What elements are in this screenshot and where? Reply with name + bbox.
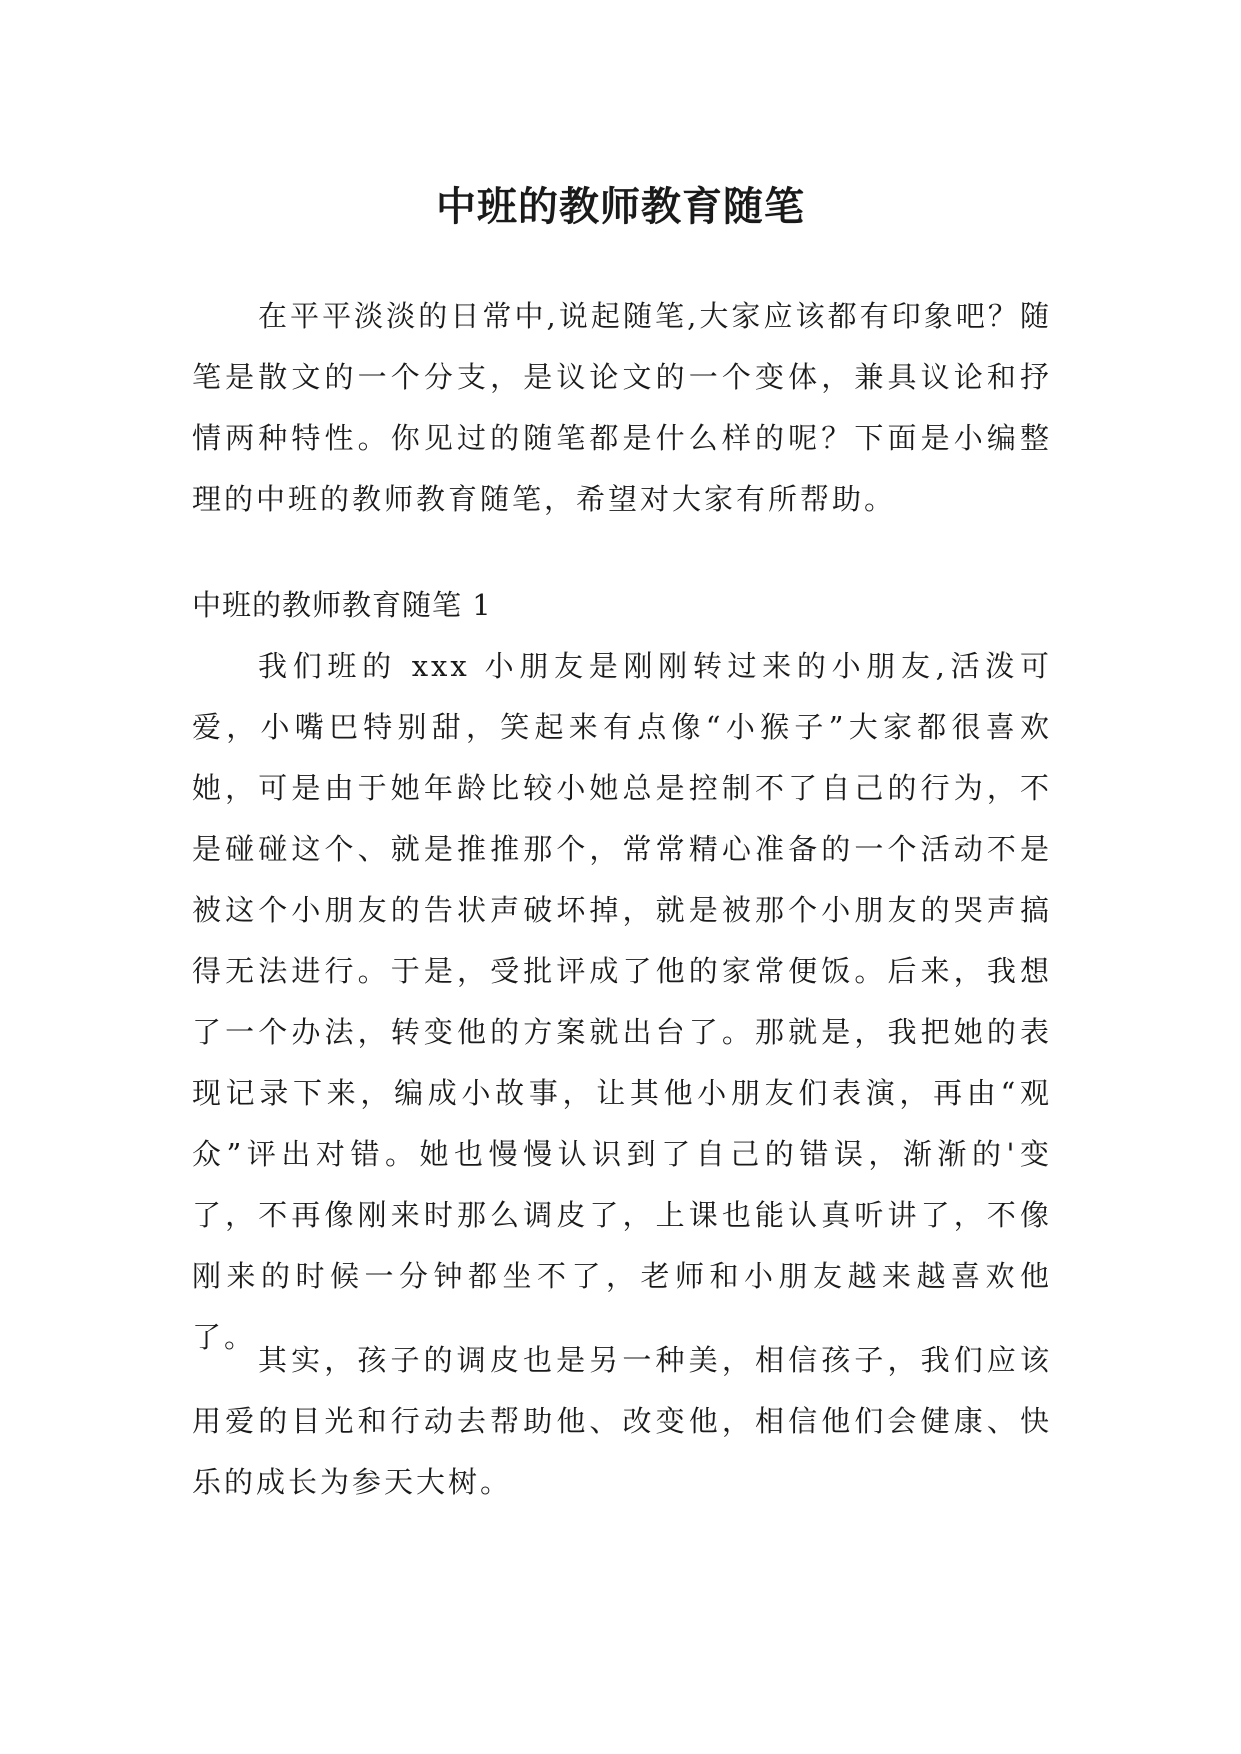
document-title: 中班的教师教育随笔	[436, 183, 805, 230]
intro-paragraph: 在平平淡淡的日常中,说起随笔,大家应该都有印象吧？随笔是散文的一个分支，是议论文的一个变体，兼具议论和抒情两种特性。你见过的随笔都是什么样的呢？下面是小编整理的中班的教师教育随笔，希望对大家有所帮助。	[192, 299, 1052, 516]
closing-paragraph: 其实，孩子的调皮也是另一种美，相信孩子，我们应该用爱的目光和行动去帮助他、改变他，相信他们会健康、快乐的成长为参天大树。	[192, 1343, 1052, 1499]
section-paragraph: 我们班的 xxx 小朋友是刚刚转过来的小朋友,活泼可爱，小嘴巴特别甜，笑起来有点像“小猴子”大家都很喜欢她，可是由于她年龄比较小她总是控制不了自己的行为，不是碰碰这个、就是推推那个，常常精心准备的一个活动不是被这个小朋友的告状声破坏掉，就是被那个小朋友的哭声搞得无法进行。于是，受批评成了他的家常便饭。后来，我想了一个办法，转变他的方案就出台了。那就是，我把她的表现记录下来，编成小故事，让其他小朋友们表演，再由“观众”评出对错。她也慢慢认识到了自己的错误，渐渐的'变了，不再像刚来时那么调皮了，上课也能认真听讲了，不像刚来的时候一分钟都坐不了，老师和小朋友越来越喜欢他了。	[192, 649, 1052, 1354]
section-heading: 中班的教师教育随笔 1	[192, 588, 492, 622]
